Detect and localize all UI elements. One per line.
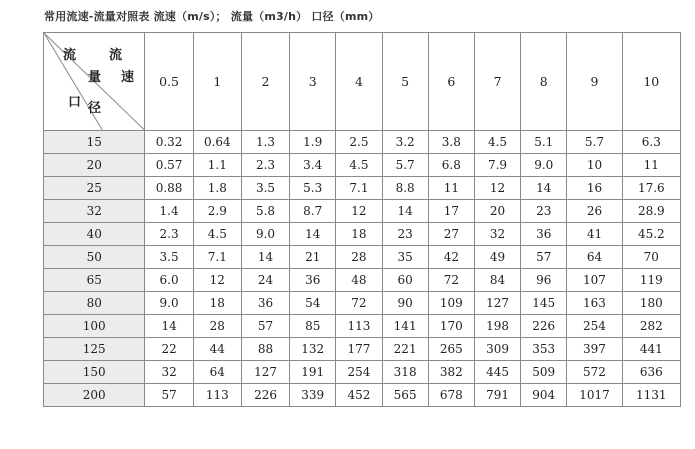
flow-value-cell: 180 xyxy=(622,292,680,315)
flow-value-cell: 18 xyxy=(193,292,241,315)
flow-value-cell: 0.88 xyxy=(145,177,193,200)
flow-value-cell: 678 xyxy=(428,384,474,407)
flow-value-cell: 23 xyxy=(521,200,567,223)
diameter-cell: 25 xyxy=(44,177,145,200)
flow-value-cell: 145 xyxy=(521,292,567,315)
corner-diameter-char-2: 径 xyxy=(88,101,102,116)
flow-value-cell: 9.0 xyxy=(521,154,567,177)
flow-value-cell: 791 xyxy=(474,384,520,407)
flow-value-cell: 4.5 xyxy=(336,154,382,177)
flow-value-cell: 32 xyxy=(474,223,520,246)
flow-value-cell: 85 xyxy=(290,315,336,338)
flow-value-cell: 2.9 xyxy=(193,200,241,223)
flow-value-cell: 36 xyxy=(521,223,567,246)
diameter-cell: 200 xyxy=(44,384,145,407)
flow-value-cell: 127 xyxy=(241,361,289,384)
flow-value-cell: 141 xyxy=(382,315,428,338)
flow-value-cell: 3.4 xyxy=(290,154,336,177)
table-row xyxy=(44,154,681,177)
corner-header xyxy=(44,33,145,131)
flow-value-cell: 84 xyxy=(474,269,520,292)
flow-value-cell: 28.9 xyxy=(622,200,680,223)
flow-value-cell: 3.5 xyxy=(241,177,289,200)
flow-value-cell: 90 xyxy=(382,292,428,315)
flow-value-cell: 127 xyxy=(474,292,520,315)
flow-value-cell: 12 xyxy=(336,200,382,223)
flow-value-cell: 5.1 xyxy=(521,131,567,154)
flow-value-cell: 60 xyxy=(382,269,428,292)
flow-value-cell: 28 xyxy=(193,315,241,338)
velocity-header: 4 xyxy=(336,33,382,131)
flow-value-cell: 226 xyxy=(241,384,289,407)
flow-value-cell: 107 xyxy=(567,269,622,292)
table-row xyxy=(44,131,681,154)
flow-value-cell: 9.0 xyxy=(241,223,289,246)
flow-value-cell: 54 xyxy=(290,292,336,315)
flow-value-cell: 254 xyxy=(336,361,382,384)
flow-value-cell: 221 xyxy=(382,338,428,361)
flow-value-cell: 452 xyxy=(336,384,382,407)
flow-value-cell: 163 xyxy=(567,292,622,315)
flow-value-cell: 636 xyxy=(622,361,680,384)
flow-value-cell: 177 xyxy=(336,338,382,361)
table-row xyxy=(44,246,681,269)
table-row xyxy=(44,223,681,246)
flow-value-cell: 49 xyxy=(474,246,520,269)
diameter-cell: 40 xyxy=(44,223,145,246)
diameter-cell: 80 xyxy=(44,292,145,315)
flow-value-cell: 35 xyxy=(382,246,428,269)
flow-value-cell: 198 xyxy=(474,315,520,338)
flow-value-cell: 4.5 xyxy=(193,223,241,246)
velocity-header: 0.5 xyxy=(145,33,193,131)
flow-value-cell: 88 xyxy=(241,338,289,361)
flow-value-cell: 6.3 xyxy=(622,131,680,154)
flow-value-cell: 28 xyxy=(336,246,382,269)
flow-value-cell: 445 xyxy=(474,361,520,384)
flow-value-cell: 27 xyxy=(428,223,474,246)
flow-value-cell: 36 xyxy=(290,269,336,292)
flow-value-cell: 11 xyxy=(622,154,680,177)
flow-value-cell: 72 xyxy=(428,269,474,292)
flow-value-cell: 1.9 xyxy=(290,131,336,154)
flow-value-cell: 42 xyxy=(428,246,474,269)
flow-value-cell: 254 xyxy=(567,315,622,338)
flow-value-cell: 397 xyxy=(567,338,622,361)
flow-velocity-table xyxy=(43,32,681,407)
velocity-header: 3 xyxy=(290,33,336,131)
flow-value-cell: 382 xyxy=(428,361,474,384)
flow-value-cell: 226 xyxy=(521,315,567,338)
table-body xyxy=(44,131,681,407)
flow-value-cell: 113 xyxy=(193,384,241,407)
flow-value-cell: 24 xyxy=(241,269,289,292)
flow-value-cell: 572 xyxy=(567,361,622,384)
flow-value-cell: 36 xyxy=(241,292,289,315)
flow-value-cell: 14 xyxy=(145,315,193,338)
velocity-header: 5 xyxy=(382,33,428,131)
diameter-cell: 15 xyxy=(44,131,145,154)
flow-value-cell: 14 xyxy=(382,200,428,223)
flow-value-cell: 5.8 xyxy=(241,200,289,223)
flow-value-cell: 109 xyxy=(428,292,474,315)
flow-value-cell: 132 xyxy=(290,338,336,361)
flow-value-cell: 191 xyxy=(290,361,336,384)
flow-value-cell: 1.3 xyxy=(241,131,289,154)
velocity-header: 6 xyxy=(428,33,474,131)
flow-value-cell: 17 xyxy=(428,200,474,223)
table-row xyxy=(44,315,681,338)
flow-value-cell: 57 xyxy=(145,384,193,407)
flow-value-cell: 353 xyxy=(521,338,567,361)
flow-value-cell: 6.0 xyxy=(145,269,193,292)
flow-value-cell: 17.6 xyxy=(622,177,680,200)
diameter-cell: 100 xyxy=(44,315,145,338)
flow-value-cell: 119 xyxy=(622,269,680,292)
corner-flow-char-2: 量 xyxy=(88,70,102,85)
flow-value-cell: 2.3 xyxy=(145,223,193,246)
flow-value-cell: 2.3 xyxy=(241,154,289,177)
flow-value-cell: 32 xyxy=(145,361,193,384)
flow-value-cell: 565 xyxy=(382,384,428,407)
corner-diameter-char-1: 口 xyxy=(68,95,82,110)
flow-value-cell: 1017 xyxy=(567,384,622,407)
flow-value-cell: 23 xyxy=(382,223,428,246)
flow-value-cell: 339 xyxy=(290,384,336,407)
flow-value-cell: 7.9 xyxy=(474,154,520,177)
flow-value-cell: 7.1 xyxy=(193,246,241,269)
diameter-cell: 32 xyxy=(44,200,145,223)
flow-value-cell: 2.5 xyxy=(336,131,382,154)
corner-velocity-char-2: 速 xyxy=(121,70,135,85)
table-row xyxy=(44,177,681,200)
flow-value-cell: 7.1 xyxy=(336,177,382,200)
flow-value-cell: 0.32 xyxy=(145,131,193,154)
flow-value-cell: 5.3 xyxy=(290,177,336,200)
flow-value-cell: 72 xyxy=(336,292,382,315)
flow-value-cell: 309 xyxy=(474,338,520,361)
flow-value-cell: 64 xyxy=(193,361,241,384)
velocity-header: 10 xyxy=(622,33,680,131)
flow-value-cell: 18 xyxy=(336,223,382,246)
flow-value-cell: 8.7 xyxy=(290,200,336,223)
velocity-header: 7 xyxy=(474,33,520,131)
velocity-header: 2 xyxy=(241,33,289,131)
flow-value-cell: 20 xyxy=(474,200,520,223)
flow-value-cell: 1.8 xyxy=(193,177,241,200)
flow-value-cell: 9.0 xyxy=(145,292,193,315)
flow-value-cell: 282 xyxy=(622,315,680,338)
flow-value-cell: 22 xyxy=(145,338,193,361)
flow-value-cell: 3.8 xyxy=(428,131,474,154)
table-row xyxy=(44,361,681,384)
table-row xyxy=(44,384,681,407)
flow-value-cell: 26 xyxy=(567,200,622,223)
flow-value-cell: 21 xyxy=(290,246,336,269)
flow-value-cell: 509 xyxy=(521,361,567,384)
flow-value-cell: 441 xyxy=(622,338,680,361)
flow-value-cell: 12 xyxy=(193,269,241,292)
flow-value-cell: 8.8 xyxy=(382,177,428,200)
flow-value-cell: 113 xyxy=(336,315,382,338)
flow-value-cell: 45.2 xyxy=(622,223,680,246)
flow-value-cell: 48 xyxy=(336,269,382,292)
flow-value-cell: 170 xyxy=(428,315,474,338)
table-row xyxy=(44,269,681,292)
flow-value-cell: 4.5 xyxy=(474,131,520,154)
diameter-cell: 50 xyxy=(44,246,145,269)
flow-value-cell: 1131 xyxy=(622,384,680,407)
velocity-header: 8 xyxy=(521,33,567,131)
flow-value-cell: 14 xyxy=(290,223,336,246)
flow-value-cell: 12 xyxy=(474,177,520,200)
corner-flow-char-1: 流 xyxy=(63,48,77,63)
flow-value-cell: 14 xyxy=(241,246,289,269)
diameter-cell: 125 xyxy=(44,338,145,361)
flow-value-cell: 10 xyxy=(567,154,622,177)
flow-value-cell: 318 xyxy=(382,361,428,384)
flow-value-cell: 0.64 xyxy=(193,131,241,154)
flow-value-cell: 6.8 xyxy=(428,154,474,177)
flow-value-cell: 5.7 xyxy=(382,154,428,177)
flow-value-cell: 14 xyxy=(521,177,567,200)
corner-velocity-char-1: 流 xyxy=(109,48,123,63)
flow-value-cell: 70 xyxy=(622,246,680,269)
header-row xyxy=(44,33,681,131)
flow-value-cell: 41 xyxy=(567,223,622,246)
flow-value-cell: 57 xyxy=(241,315,289,338)
flow-value-cell: 57 xyxy=(521,246,567,269)
flow-value-cell: 1.1 xyxy=(193,154,241,177)
flow-value-cell: 64 xyxy=(567,246,622,269)
flow-value-cell: 3.5 xyxy=(145,246,193,269)
flow-value-cell: 44 xyxy=(193,338,241,361)
flow-value-cell: 11 xyxy=(428,177,474,200)
flow-value-cell: 5.7 xyxy=(567,131,622,154)
flow-value-cell: 904 xyxy=(521,384,567,407)
flow-value-cell: 265 xyxy=(428,338,474,361)
flow-value-cell: 0.57 xyxy=(145,154,193,177)
velocity-header: 9 xyxy=(567,33,622,131)
table-row xyxy=(44,200,681,223)
diameter-cell: 150 xyxy=(44,361,145,384)
table-row xyxy=(44,338,681,361)
flow-value-cell: 1.4 xyxy=(145,200,193,223)
flow-value-cell: 3.2 xyxy=(382,131,428,154)
diameter-cell: 65 xyxy=(44,269,145,292)
flow-value-cell: 96 xyxy=(521,269,567,292)
velocity-header: 1 xyxy=(193,33,241,131)
table-row xyxy=(44,292,681,315)
table-caption: 常用流速-流量对照表 流速（m/s）； 流量（m3/h） 口径（mm） xyxy=(44,10,380,23)
diameter-cell: 20 xyxy=(44,154,145,177)
flow-value-cell: 16 xyxy=(567,177,622,200)
